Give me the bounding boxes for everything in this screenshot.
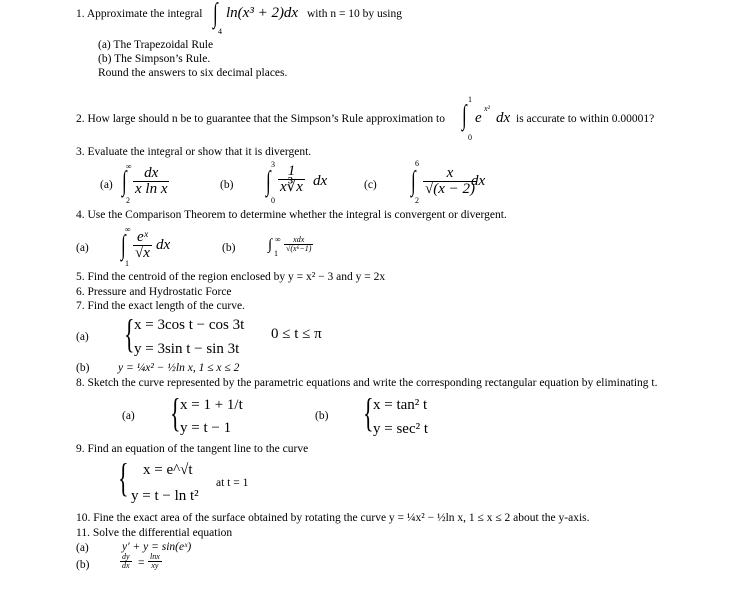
q11-b-lhs-num: dy xyxy=(122,552,130,561)
q11-lead: 11. Solve the differential equation xyxy=(76,527,233,539)
q4-a-dx: dx xyxy=(156,237,171,253)
q3-c-dx: dx xyxy=(471,173,486,189)
q3-part-c-label: (c) xyxy=(364,179,377,191)
q3-c-lower: 2 xyxy=(415,196,419,205)
q6-text: 6. Pressure and Hydrostatic Force xyxy=(76,286,232,298)
q7-a-range: 0 ≤ t ≤ π xyxy=(271,326,322,342)
q11-b-rhs-num: lnx xyxy=(150,552,160,561)
q1-integrand: ln(x³ + 2)dx xyxy=(226,5,299,21)
integral-sign: ∫ xyxy=(462,100,467,131)
q2-dx: dx xyxy=(496,110,511,126)
q8-b-x: x = tan² t xyxy=(373,397,428,413)
q4-b-lower: 1 xyxy=(274,249,278,258)
q3-c-fraction xyxy=(423,166,477,197)
q4-a-denominator: √x xyxy=(135,245,150,261)
q3-a-lower: 2 xyxy=(126,196,130,205)
q2-base: e xyxy=(475,110,482,126)
q2-lower-limit: 0 xyxy=(468,133,472,142)
q7-part-a-label: (a) xyxy=(76,331,89,343)
q2-lead: 2. How large should n be to guarantee that the Simpson’s Rule approximation to xyxy=(76,113,446,125)
q4-b-upper: ∞ xyxy=(275,235,281,244)
integral-sign: ∫ xyxy=(122,166,127,197)
integral-sign: ∫ xyxy=(411,166,416,197)
q3-part-a-label: (a) xyxy=(100,179,113,191)
q8-a-x: x = 1 + 1/t xyxy=(180,397,243,413)
q3-lead: 3. Evaluate the integral or show that it is divergent. xyxy=(76,146,312,158)
q1-part-a: (a) The Trapezoidal Rule xyxy=(98,39,214,51)
integral-sign: ∫ xyxy=(213,0,218,29)
q11-b-lhs-den: dx xyxy=(122,561,130,570)
q9-lead: 9. Find an equation of the tangent line to the curve xyxy=(76,443,309,455)
q3-a-denominator: x ln x xyxy=(135,181,168,197)
q8-b-brace: { xyxy=(363,390,374,435)
integral-sign: ∫ xyxy=(121,230,126,261)
q3-b-dx: dx xyxy=(313,173,328,189)
q7-b-equation: y = ¼x² − ½ln x, 1 ≤ x ≤ 2 xyxy=(118,362,240,374)
q3-a-numerator: dx xyxy=(133,166,169,182)
q2-tail: is accurate to within 0.00001? xyxy=(516,113,655,125)
q3-c-numerator: x xyxy=(423,166,477,182)
q4-b-numerator: xdx xyxy=(284,236,313,245)
q4-b-fraction xyxy=(284,236,313,253)
q11-b-lhs xyxy=(120,553,132,570)
q4-a-upper: ∞ xyxy=(125,225,131,234)
q11-part-a-label: (a) xyxy=(76,542,89,554)
q11-part-b-label: (b) xyxy=(76,559,90,571)
q3-c-upper: 6 xyxy=(415,159,419,168)
q1-lower-limit: 4 xyxy=(218,27,222,36)
q8-b-y: y = sec² t xyxy=(373,421,429,437)
q2-exponent: x² xyxy=(484,104,490,113)
q3-b-lower: 0 xyxy=(271,196,275,205)
q3-a-upper: ∞ xyxy=(126,162,132,171)
q8-lead: 8. Sketch the curve represented by the parametric equations and write the corresponding rectangular equation by eliminating t. xyxy=(76,377,658,389)
q4-part-b-label: (b) xyxy=(222,242,236,254)
q11-a-equation: y′ + y = sin(eˣ) xyxy=(122,541,192,553)
q5-text: 5. Find the centroid of the region enclosed by y = x² − 3 and y = 2x xyxy=(76,271,386,283)
q9-brace: { xyxy=(118,455,129,500)
q3-b-numerator: 1 xyxy=(278,164,305,180)
q3-b-upper: 3 xyxy=(271,160,275,169)
q3-a-fraction xyxy=(133,166,169,197)
q9-x: x = e^√t xyxy=(143,462,193,478)
q4-a-numerator: eˣ xyxy=(133,230,152,246)
q11-b-equals: = xyxy=(138,557,145,569)
q3-c-denominator: √(x − 2) xyxy=(425,181,476,197)
integral-sign: ∫ xyxy=(266,166,271,197)
q3-part-b-label: (b) xyxy=(220,179,234,191)
q8-a-y: y = t − 1 xyxy=(180,420,232,436)
q7-lead: 7. Find the exact length of the curve. xyxy=(76,300,245,312)
q1-round-note: Round the answers to six decimal places. xyxy=(98,67,288,79)
q4-a-lower: 1 xyxy=(125,259,129,268)
q10-text: 10. Fine the exact area of the surface obtained by rotating the curve y = ¼x² − ½ln x, 1 ≤ x ≤ 2 about the y-axis. xyxy=(76,512,590,524)
q11-b-rhs xyxy=(148,553,162,570)
q4-part-a-label: (a) xyxy=(76,242,89,254)
q4-b-denominator: √(x⁶−1) xyxy=(286,244,312,253)
q3-b-fraction xyxy=(278,164,305,195)
q1-lead: 1. Approximate the integral xyxy=(76,8,203,20)
q9-y: y = t − ln t² xyxy=(131,488,199,504)
q9-at: at t = 1 xyxy=(216,477,249,489)
q8-part-a-label: (a) xyxy=(122,410,135,422)
q7-a-x: x = 3cos t − cos 3t xyxy=(134,317,245,333)
q1-tail: with n = 10 by using xyxy=(307,8,402,20)
q8-a-brace: { xyxy=(170,390,181,435)
q1-part-b: (b) The Simpson’s Rule. xyxy=(98,53,211,65)
q8-part-b-label: (b) xyxy=(315,410,329,422)
q11-b-rhs-den: xy xyxy=(151,561,159,570)
q4-lead: 4. Use the Comparison Theorem to determine whether the integral is convergent or divergent. xyxy=(76,209,507,221)
q3-b-denominator: x∛x xyxy=(280,179,303,195)
q7-brace: { xyxy=(124,311,135,356)
q2-upper-limit: 1 xyxy=(468,95,472,104)
q7-a-y: y = 3sin t − sin 3t xyxy=(134,341,240,357)
q4-a-fraction xyxy=(133,230,152,261)
q4-b-integral: ∫ xyxy=(268,237,273,253)
q7-part-b-label: (b) xyxy=(76,362,90,374)
